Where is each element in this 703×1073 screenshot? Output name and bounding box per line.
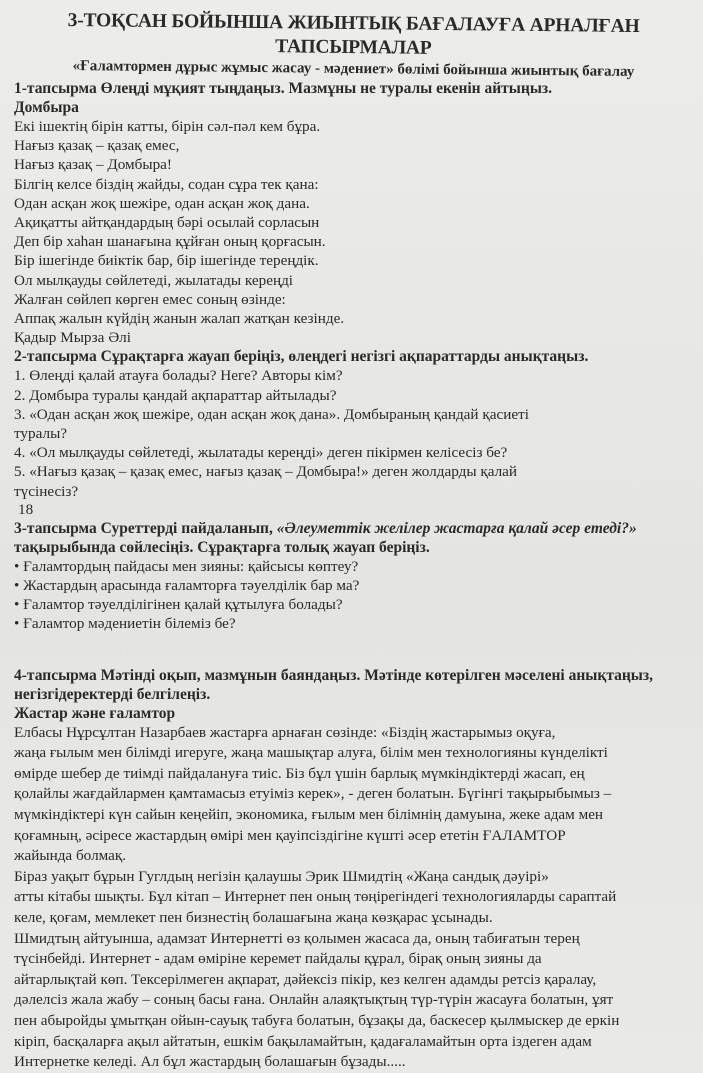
task-2-section — [14, 347, 693, 518]
text-line: Елбасы Нұрсұлтан Назарбаев жастарға арнаған сөзінде: «Біздің жастарымыз оқуға, — [14, 723, 556, 741]
section-gap — [14, 634, 693, 658]
poem-line: Екі ішектің бірін катты, бірін сәл-пәл кем бұра. — [14, 118, 321, 135]
bullet-item: • Ғаламтор мәдениетін білеміз бе? — [14, 614, 693, 633]
page-title: 3-ТОҚСАН БОЙЫНША ЖИЫНТЫҚ БАҒАЛАУҒА АРНАЛҒАН ТАПСЫРМАЛАР — [67, 10, 640, 59]
task-4-text — [14, 723, 693, 1073]
task-3-title-topic: «Әлеуметтік желілер жастарға қалай әсер етеді?» — [276, 519, 637, 537]
poem-title: Домбыра — [14, 99, 79, 116]
text-line: мүмкіндіктері күн сайын кеңейіп, экономика, ғылым мен білімнің дамуына, жеке адам мен — [14, 806, 604, 824]
text-line: пен абыройды ұмытқан ойын-сауық табуға болатын, бұзақы да, баскесер қылмыскер де еркін — [14, 1011, 620, 1029]
text-line: түсінбейді. Интернет - адам өміріне керемет пайдалы құрал, бірақ оның зияны да — [14, 950, 542, 968]
question-line: 4. «Ол мылқауды сөйлетеді, жылатады кереңді» деген пікірмен келісесіз бе? — [14, 444, 508, 462]
question-line: 1. Өлеңді қалай атауға болады? Неге? Авторы кім? — [14, 367, 343, 385]
text-line: кіріп, басқаларға ақыл айтатын, ешкім бақыламайтын, қадағаламайтын орта іздеген адам — [14, 1032, 592, 1050]
task-3-title-end: тақырыбында сөйлесіңіз. Сұрақтарға толық жауап беріңіз. — [14, 538, 430, 556]
poem-line: Деп бір хаһан шанағына құйған оның қорғасын. — [14, 233, 326, 251]
task-1-section — [14, 79, 693, 347]
text-line: келе, қоғам, мемлекет пен бизнестің болашағына жаңа көзқарас ұсынады. — [14, 909, 493, 927]
question-line: 3. «Одан асқан жоқ шежіре, одан асқан жоқ дана». Домбыраның қандай қасиеті — [14, 405, 529, 423]
task-3-section — [14, 519, 693, 634]
poem-line: Нағыз қазақ – Домбыра! — [14, 156, 172, 174]
text-line: қоғамның, әсіресе жастардың өмірі мен қауіпсіздігіне күшті әсер ететін ҒАЛАМТОР — [14, 826, 566, 844]
text-line: атты кітабы шықты. Бұл кітап – Интернет пен оның төңірегіндегі технологияларды сараптай — [14, 888, 617, 906]
task-3-title-start: 3-тапсырма Суреттерді пайдаланып, — [14, 519, 277, 537]
text-line: жайында болмақ. — [14, 847, 127, 865]
poem-line: Бір ішегінде биіктік бар, бір ішегінде тереңдік. — [14, 252, 319, 270]
question-line: 2. Домбыра туралы қандай ақпараттар айтылады? — [14, 386, 337, 404]
text-line: өмірде шебер де тиімді пайдалануға тиіс. Біз бұл үшін барлық мүмкіндіктерді жасап, ең — [14, 764, 585, 782]
bullet-item: • Жастардың арасында ғаламторға тәуелділік бар ма? — [14, 576, 693, 595]
poem-line: Одан асқан жоқ шежіре, одан асқан жоқ дана. — [14, 194, 310, 212]
poem-line: Ақиқатты айтқандардың бәрі осылай сорласын — [14, 214, 320, 232]
page-subtitle: «Ғаламтормен дұрыс жұмыс жасау - мәдениет» бөлімі бойынша жиынтық бағалау — [72, 58, 635, 80]
task-4-section — [14, 666, 693, 1073]
task-3-bullets — [14, 557, 693, 634]
task-2-title: 2-тапсырма Сұрақтарға жауап беріңіз, өлеңдегі негізгі ақпараттарды анықтаңыз. — [14, 348, 589, 366]
text-line: Біраз уақыт бұрын Гуглдың негізін қалаушы Эрик Шмидтің «Жаңа сандық дәуірі» — [14, 867, 549, 885]
text-line: жаңа ғылым мен білімді игеруге, жаңа машықтар алуға, білім мен технологияны күнделікті — [14, 744, 608, 762]
text-title: Жастар және ғаламтор — [14, 704, 176, 722]
poem-line: Ол мылқауды сөйлетеді, жылатады кереңді — [14, 271, 294, 289]
bullet-item: • Ғаламтордың пайдасы мен зияны: қайсысы көптеу? — [14, 557, 693, 576]
bullet-item: • Ғаламтор тәуелділігінен қалай құтылуға болады? — [14, 595, 693, 614]
task-4-title-line-2: негізгідеректерді белгілеңіз. — [14, 685, 211, 703]
poem-author: Қадыр Мырза Әлі — [14, 329, 131, 347]
text-line: қолайлы жағдайлармен қамтамасыз етуіміз керек», - деген болатын. Бүгінгі тақырыбымыз – — [14, 785, 612, 803]
poem-lines — [14, 117, 693, 328]
text-line: айтарлықтай көп. Тексерілмеген ақпарат, дәйексіз пікір, кез келген адамды ретсіз қаралау, — [14, 970, 597, 988]
task-1-title: 1-тапсырма Өлеңді мұқият тыңдаңыз. Мазмұны не туралы екенін айтыңыз. — [14, 80, 553, 97]
poem-line: Нағыз қазақ – қазақ емес, — [14, 137, 180, 155]
task-2-questions — [14, 366, 693, 500]
poem-line: Жалған сөйлеп көрген емес соның өзінде: — [14, 290, 286, 308]
question-line: туралы? — [14, 425, 68, 443]
task-3-title — [14, 519, 693, 538]
poem-line: Аппақ жалын күйдің жанын жалап жатқан кезінде. — [14, 310, 345, 328]
text-line: дәлелсіз жала жабу – соның басы ғана. Онлайн алаяқтықтың түр-түрін жасауға болатын, ұят — [14, 991, 614, 1009]
text-line: Интернетке келеді. Ал бұл жастардың болашағын бұзады..... — [14, 1053, 406, 1071]
task-4-title-line-1: 4-тапсырма Мәтінді оқып, мазмұнын баяндаңыз. Мәтінде көтерілген мәселені анықтаңыз, — [14, 666, 654, 684]
text-line: Шмидтың айтуынша, адамзат Интернетті өз қолымен жасаса да, оның табиғатын терең — [14, 929, 580, 947]
page-number: 18 — [18, 500, 34, 518]
question-line: түсінесіз? — [14, 482, 79, 500]
poem-line: Білгің келсе біздің жайды, содан сұра тек қана: — [14, 175, 319, 193]
question-line: 5. «Нағыз қазақ – қазақ емес, нағыз қазақ – Домбыра!» деген жолдарды қалай — [14, 463, 518, 481]
